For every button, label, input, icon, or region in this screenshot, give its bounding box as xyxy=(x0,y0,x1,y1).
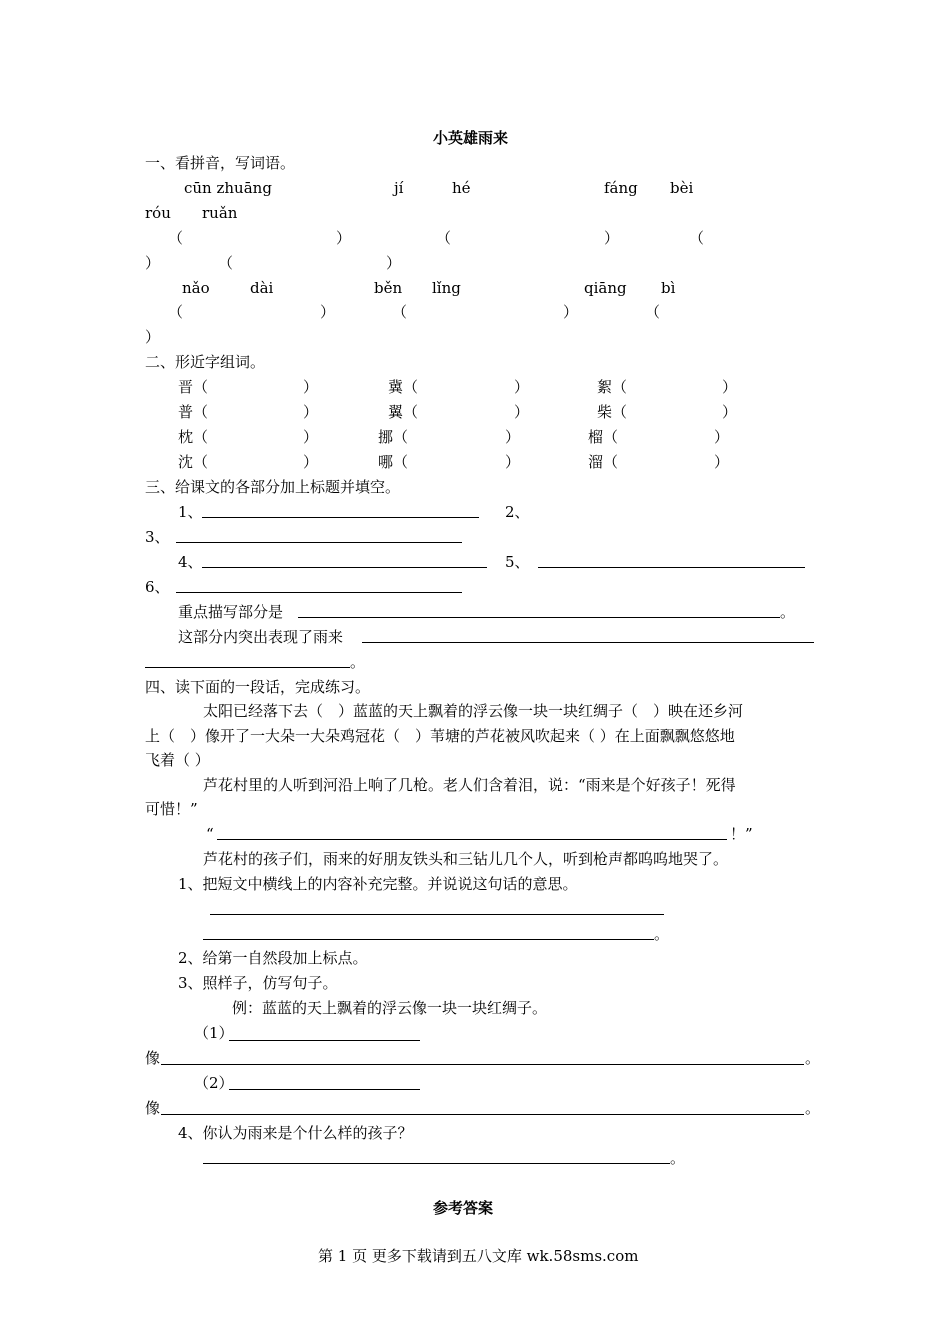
sub-label-2: （2） xyxy=(194,1074,234,1092)
quote-blank[interactable] xyxy=(217,839,727,840)
part-label-4: 4、 xyxy=(178,553,203,571)
char-word-item[interactable]: 榴（ xyxy=(588,428,619,446)
sub2-blank[interactable] xyxy=(229,1089,420,1090)
focus-label: 重点描写部分是 xyxy=(178,603,284,621)
answer-blank-close: ） xyxy=(320,303,336,321)
pinyin-ling: lǐng xyxy=(432,279,461,297)
char-word-item[interactable]: 枕（ xyxy=(178,428,209,446)
xiang-label-1: 像 xyxy=(145,1049,161,1067)
paren-close: ） xyxy=(505,453,521,471)
char-word-item[interactable]: 普（ xyxy=(178,403,209,421)
paren-close: ） xyxy=(722,378,738,396)
paren-close: ） xyxy=(714,428,730,446)
q1-answer-line-2[interactable] xyxy=(203,939,654,940)
sub2-end: 。 xyxy=(805,1099,821,1117)
paren-close: ） xyxy=(303,378,319,396)
pinyin-he: hé xyxy=(452,179,471,197)
answer-blank-open[interactable]: （ xyxy=(168,303,184,321)
paren-close: ） xyxy=(514,378,530,396)
paren-close: ） xyxy=(714,453,730,471)
part-label-5: 5、 xyxy=(505,553,530,571)
page-footer: 第 1 页 更多下载请到五八文库 wk.58sms.com xyxy=(318,1247,639,1265)
passage-line: 可惜！” xyxy=(145,800,198,818)
question-4: 4、你认为雨来是个什么样的孩子？ xyxy=(178,1124,413,1142)
char-word-item[interactable]: 沈（ xyxy=(178,453,209,471)
pinyin-nao: nǎo xyxy=(182,279,210,297)
show-label: 这部分内突出表现了雨来 xyxy=(178,628,344,646)
sub2-xiang-blank[interactable] xyxy=(161,1114,804,1115)
answers-title: 参考答案 xyxy=(433,1199,494,1217)
answer-blank-close: ） xyxy=(145,328,161,346)
answer-blank-open[interactable]: （ xyxy=(168,229,184,247)
char-word-item[interactable]: 挪（ xyxy=(378,428,409,446)
part-title-blank-6[interactable] xyxy=(176,592,462,593)
answer-blank-close: ） xyxy=(336,229,352,247)
show-end: 。 xyxy=(350,653,366,671)
answer-blank-open[interactable]: （ xyxy=(218,254,234,272)
paren-close: ） xyxy=(303,403,319,421)
answer-blank-open[interactable]: （ xyxy=(645,303,661,321)
passage-line: 飞着（ ） xyxy=(145,751,210,769)
answer-blank-open[interactable]: （ xyxy=(392,303,408,321)
char-word-item[interactable]: 冀（ xyxy=(388,378,419,396)
page-title: 小英雄雨来 xyxy=(433,129,509,147)
pinyin-rou: róu xyxy=(145,204,171,222)
pinyin-bei: bèi xyxy=(670,179,694,197)
section3-heading: 三、给课文的各部分加上标题并填空。 xyxy=(145,478,401,496)
pinyin-cunzhuang: cūn zhuāng xyxy=(184,179,272,197)
answer-blank-open[interactable]: （ xyxy=(436,229,452,247)
show-blank[interactable] xyxy=(362,642,814,643)
paren-close: ） xyxy=(303,428,319,446)
answer-blank-open[interactable]: （ xyxy=(689,229,705,247)
sub1-xiang-blank[interactable] xyxy=(161,1064,804,1065)
q4-answer-line[interactable] xyxy=(203,1163,670,1164)
q1-answer-line-1[interactable] xyxy=(210,914,664,915)
quote-open: “ xyxy=(206,825,214,843)
part-label-1: 1、 xyxy=(178,503,203,521)
question-2: 2、给第一自然段加上标点。 xyxy=(178,949,368,967)
q1-end: 。 xyxy=(654,925,670,943)
pinyin-fang: fáng xyxy=(604,179,638,197)
example-sentence: 例：蓝蓝的天上飘着的浮云像一块一块红绸子。 xyxy=(232,999,548,1017)
char-word-item[interactable]: 溜（ xyxy=(588,453,619,471)
section1-heading: 一、看拼音，写词语。 xyxy=(145,154,296,172)
answer-blank-close: ） xyxy=(563,303,579,321)
pinyin-ruan: ruǎn xyxy=(202,204,238,222)
focus-end: 。 xyxy=(780,603,796,621)
paren-close: ） xyxy=(514,403,530,421)
question-1: 1、把短文中横线上的内容补充完整。并说说这句话的意思。 xyxy=(178,875,578,893)
part-label-3: 3、 xyxy=(145,528,170,546)
char-word-item[interactable]: 絮（ xyxy=(597,378,628,396)
sub1-end: 。 xyxy=(805,1049,821,1067)
char-word-item[interactable]: 柴（ xyxy=(597,403,628,421)
answer-blank-close: ） xyxy=(386,254,402,272)
part-title-blank-1[interactable] xyxy=(202,517,479,518)
pinyin-ji: jí xyxy=(394,179,404,197)
passage-line: 太阳已经落下去（ ）蓝蓝的天上飘着的浮云像一块一块红绸子（ ）映在还乡河 xyxy=(203,702,744,720)
paren-close: ） xyxy=(505,428,521,446)
char-word-item[interactable]: 翼（ xyxy=(388,403,419,421)
passage-line: 芦花村里的人听到河沿上响了几枪。老人们含着泪，说：“雨来是个好孩子！死得 xyxy=(203,776,736,794)
pinyin-qiang: qiāng xyxy=(584,279,627,297)
sub1-blank[interactable] xyxy=(229,1040,420,1041)
pinyin-dai: dài xyxy=(250,279,274,297)
section2-heading: 二、形近字组词。 xyxy=(145,353,266,371)
pinyin-bi: bì xyxy=(661,279,676,297)
question-3: 3、照样子，仿写句子。 xyxy=(178,974,338,992)
part-title-blank-3[interactable] xyxy=(176,542,462,543)
pinyin-ben: běn xyxy=(374,279,403,297)
answer-blank-close: ） xyxy=(604,229,620,247)
q4-end: 。 xyxy=(670,1149,686,1167)
char-word-item[interactable]: 哪（ xyxy=(378,453,409,471)
focus-blank[interactable] xyxy=(298,617,780,618)
part-title-blank-4[interactable] xyxy=(202,567,487,568)
part-title-blank-5[interactable] xyxy=(538,567,805,568)
part-label-2: 2、 xyxy=(505,503,530,521)
part-label-6: 6、 xyxy=(145,578,170,596)
answer-blank-close: ） xyxy=(145,254,161,272)
passage-line: 上（ ）像开了一大朵一大朵鸡冠花（ ）苇塘的芦花被风吹起来（ ）在上面飘飘悠悠地 xyxy=(145,727,735,745)
paren-close: ） xyxy=(303,453,319,471)
paren-close: ） xyxy=(722,403,738,421)
sub-label-1: （1） xyxy=(194,1024,234,1042)
passage-line: 芦花村的孩子们，雨来的好朋友铁头和三钻儿几个人，听到枪声都呜呜地哭了。 xyxy=(203,850,729,868)
show-blank-cont[interactable] xyxy=(145,667,350,668)
char-word-item[interactable]: 晋（ xyxy=(178,378,209,396)
section4-heading: 四、读下面的一段话，完成练习。 xyxy=(145,678,371,696)
quote-close: ！” xyxy=(730,825,753,843)
xiang-label-2: 像 xyxy=(145,1099,161,1117)
